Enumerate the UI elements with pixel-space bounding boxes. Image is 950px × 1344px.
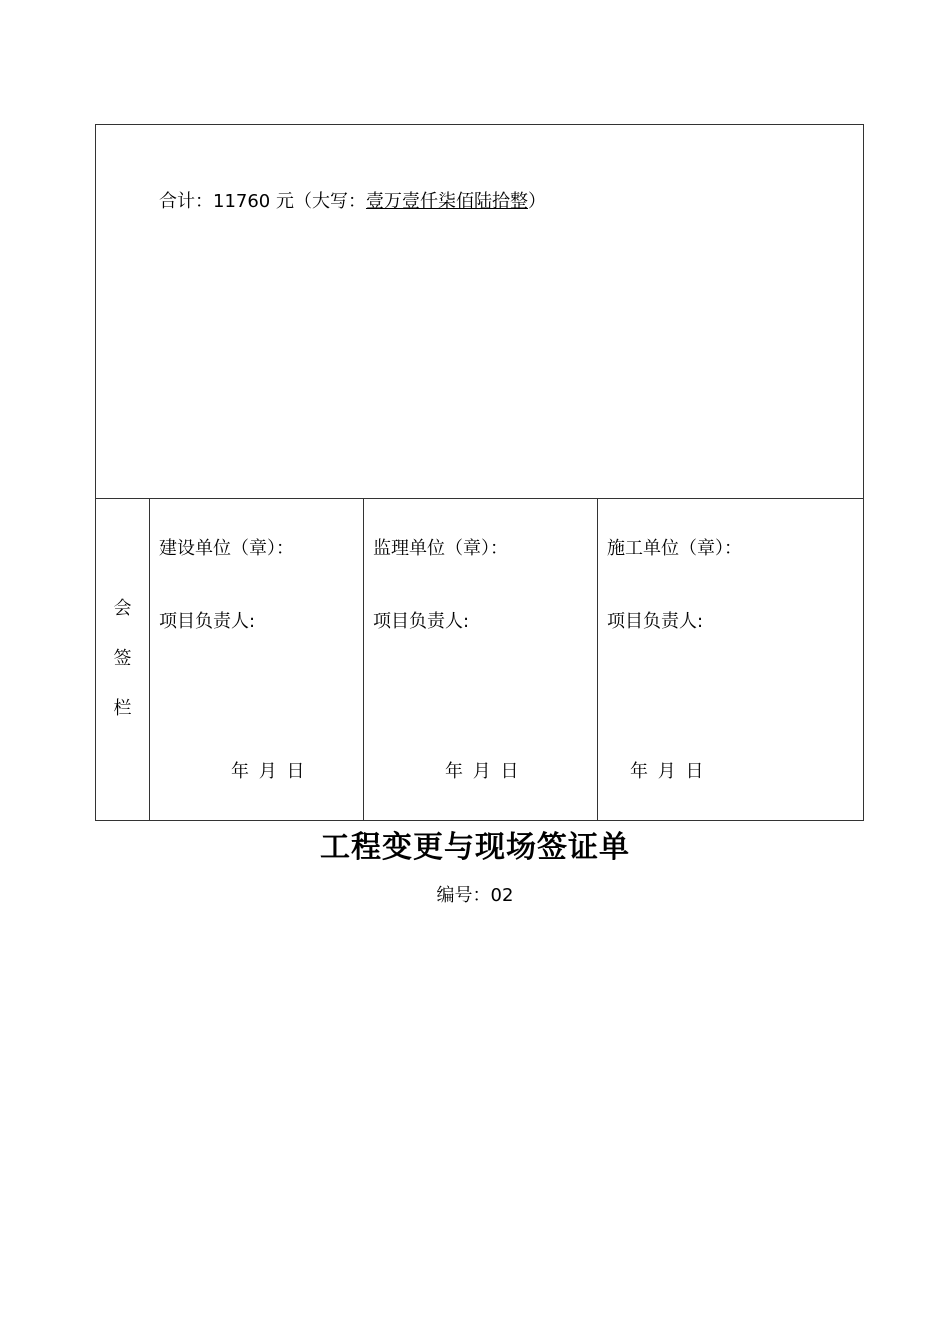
contractor-unit-stamp-label: 施工单位（章）：	[607, 538, 742, 559]
contractor-manager-label: 项目负责人:	[607, 611, 704, 632]
owner-manager-label: 项目负责人:	[159, 611, 256, 632]
signoff-label-char: 栏	[113, 698, 132, 719]
owner-date-label: 年 月 日	[231, 761, 305, 782]
owner-unit-stamp-label: 建设单位（章）：	[159, 538, 294, 559]
change-order-table	[95, 124, 864, 821]
contractor-date-label: 年 月 日	[630, 761, 704, 782]
total-amount-prefix: 合计：11760 元（大写：	[159, 191, 366, 212]
supervisor-manager-label: 项目负责人:	[373, 611, 470, 632]
document-number: 编号：02	[436, 885, 514, 906]
total-amount-line	[159, 189, 546, 215]
total-amount-suffix: ）	[527, 191, 546, 212]
signoff-label-char: 签	[113, 648, 132, 669]
signoff-cell-contractor	[598, 499, 863, 820]
supervisor-unit-stamp-label: 监理单位（章）：	[373, 538, 508, 559]
signoff-label-cell	[96, 499, 150, 820]
supervisor-date-label: 年 月 日	[445, 761, 519, 782]
document-title: 工程变更与现场签证单	[320, 830, 630, 865]
total-amount-in-words: 壹万壹仟柒佰陆拾整	[365, 191, 528, 212]
signoff-cell-supervisor	[364, 499, 598, 820]
signoff-cell-owner	[150, 499, 364, 820]
amount-section	[96, 125, 863, 499]
signoff-label-char: 会	[113, 598, 132, 619]
signoff-section	[96, 499, 863, 820]
